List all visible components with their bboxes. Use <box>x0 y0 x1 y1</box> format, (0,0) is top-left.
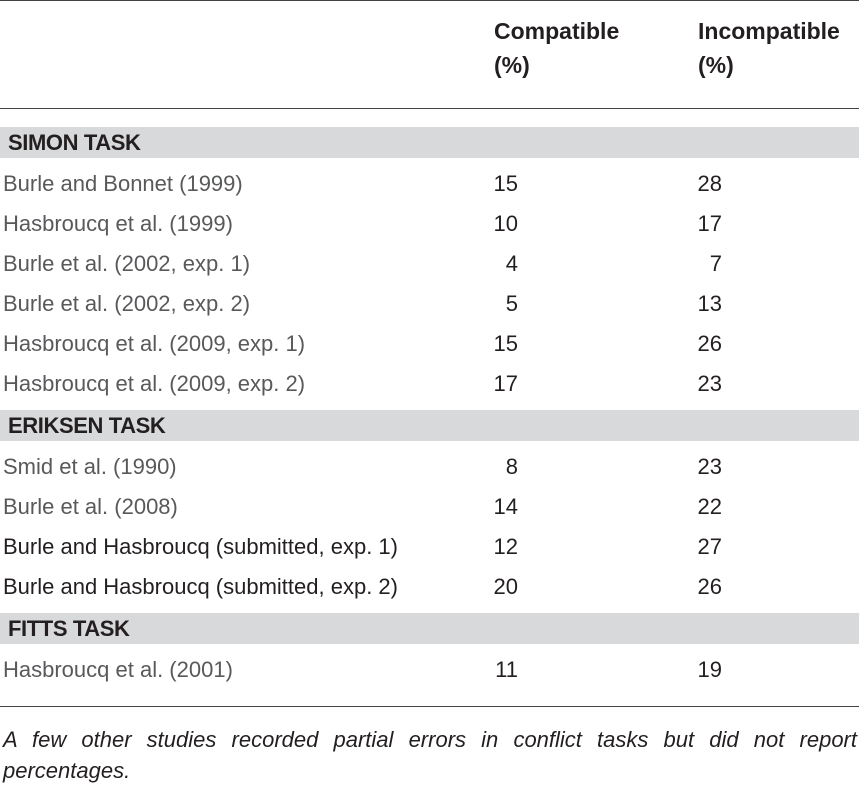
compatible-cell: 14 <box>493 494 518 519</box>
study-cell: Burle and Bonnet (1999) <box>3 171 243 196</box>
study-cell: Hasbroucq et al. (2009, exp. 2) <box>3 371 306 396</box>
incompatible-cell: 23 <box>697 371 722 396</box>
table-row <box>0 204 859 244</box>
compatible-cell: 15 <box>493 171 518 196</box>
study-cell: Burle et al. (2002, exp. 2) <box>3 291 251 316</box>
incompatible-cell: 17 <box>697 211 722 236</box>
table-row <box>0 447 859 487</box>
compatible-cell: 4 <box>505 251 518 276</box>
incompatible-cell: 23 <box>697 454 722 479</box>
column-header-compatible-label: Compatible <box>494 18 620 44</box>
table-row <box>0 487 859 527</box>
section-title-simon: SIMON TASK <box>8 130 141 155</box>
compatible-cell: 15 <box>493 331 518 356</box>
table-bottom-rule <box>0 706 859 707</box>
compatible-cell: 20 <box>493 574 518 599</box>
incompatible-cell: 13 <box>697 291 722 316</box>
table-row <box>0 284 859 324</box>
column-header-incompatible-unit: (%) <box>698 52 734 78</box>
study-cell: Burle and Hasbroucq (submitted, exp. 1) <box>3 534 398 559</box>
section-header-fitts <box>0 613 859 644</box>
table-footnote: A few other studies recorded partial errors in conflict tasks but did not report percentages. <box>3 727 857 783</box>
section-header-simon <box>0 127 859 158</box>
incompatible-cell: 26 <box>697 331 722 356</box>
compatible-cell: 10 <box>493 211 518 236</box>
column-header-incompatible <box>698 14 840 82</box>
study-cell: Hasbroucq et al. (1999) <box>3 211 233 236</box>
table-row <box>0 650 859 690</box>
study-cell: Burle and Hasbroucq (submitted, exp. 2) <box>3 574 398 599</box>
incompatible-cell: 28 <box>697 171 722 196</box>
column-header-compatible-unit: (%) <box>494 52 530 78</box>
study-cell: Hasbroucq et al. (2009, exp. 1) <box>3 331 306 356</box>
table-row <box>0 244 859 284</box>
column-header-compatible <box>494 14 619 82</box>
study-cell: Hasbroucq et al. (2001) <box>3 657 233 682</box>
table-row <box>0 527 859 567</box>
section-header-eriksen <box>0 410 859 441</box>
section-title-eriksen: ERIKSEN TASK <box>8 413 166 438</box>
compatible-cell: 11 <box>495 657 518 682</box>
study-cell: Burle et al. (2008) <box>3 494 178 519</box>
incompatible-cell: 26 <box>697 574 722 599</box>
column-header-incompatible-label: Incompatible <box>698 18 840 44</box>
table-top-rule <box>0 0 859 1</box>
table-row <box>0 164 859 204</box>
compatible-cell: 12 <box>493 534 518 559</box>
table-row <box>0 567 859 607</box>
table-row <box>0 324 859 364</box>
compatible-cell: 17 <box>493 371 518 396</box>
study-cell: Smid et al. (1990) <box>3 454 177 479</box>
study-cell: Burle et al. (2002, exp. 1) <box>3 251 251 276</box>
section-title-fitts: FITTS TASK <box>8 616 130 641</box>
compatible-cell: 5 <box>505 291 518 316</box>
incompatible-cell: 7 <box>709 251 722 276</box>
header-rule <box>0 108 859 109</box>
table-row <box>0 364 859 404</box>
incompatible-cell: 22 <box>697 494 722 519</box>
incompatible-cell: 19 <box>697 657 722 682</box>
incompatible-cell: 27 <box>697 534 722 559</box>
compatible-cell: 8 <box>505 454 518 479</box>
